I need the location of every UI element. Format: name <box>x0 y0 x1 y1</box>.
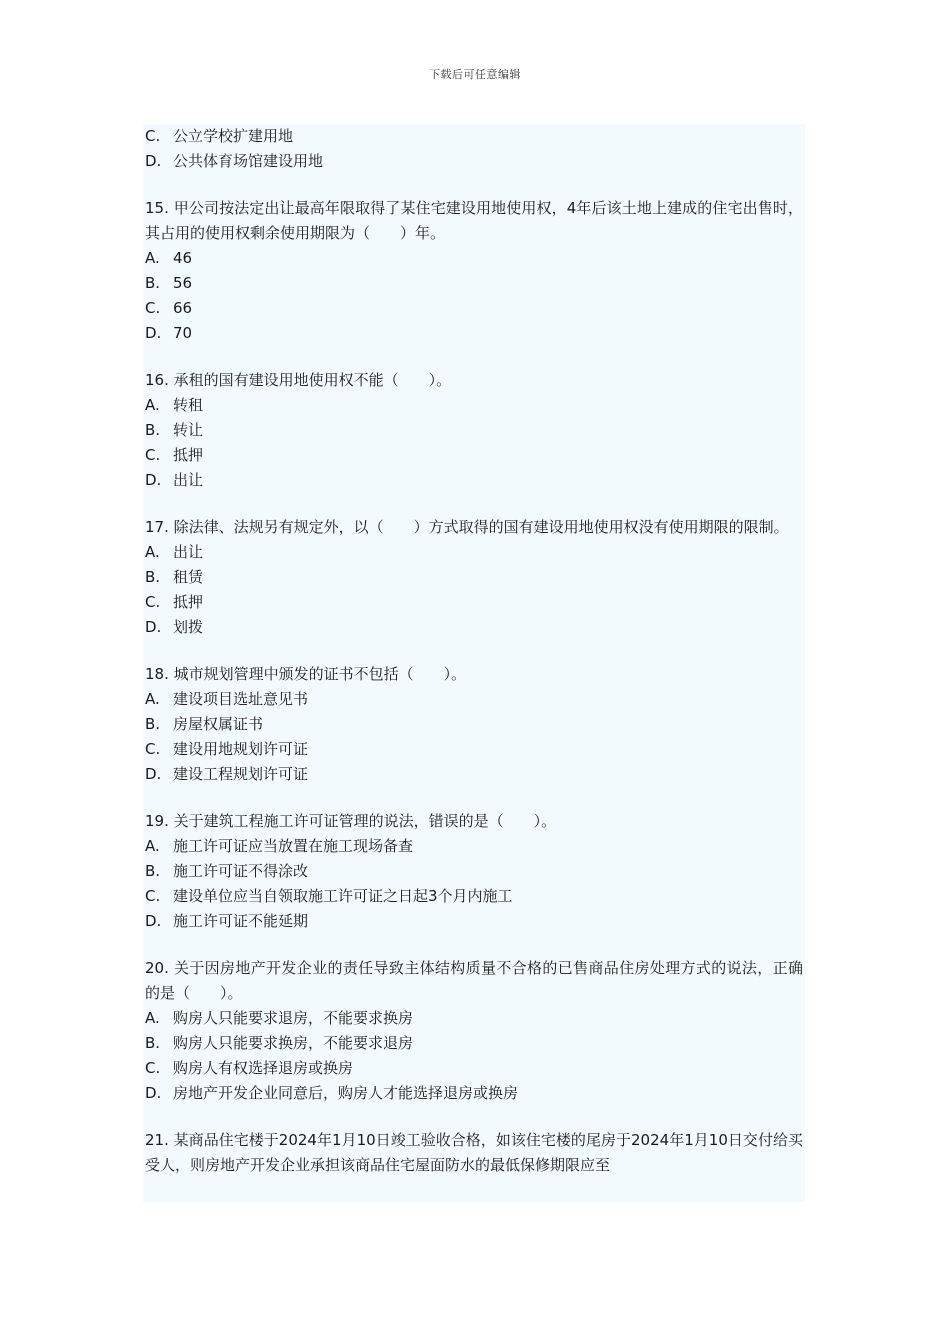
option-letter: B. <box>145 421 161 439</box>
option-text: 施工许可证不得涂改 <box>173 862 309 880</box>
option-text: 转租 <box>173 396 204 414</box>
option-line <box>145 712 803 737</box>
page-header: 下载后可任意编辑 <box>429 68 521 81</box>
option-line <box>145 149 803 174</box>
option-line <box>145 834 803 859</box>
option-letter: C. <box>145 299 161 317</box>
option-text: 70 <box>173 324 193 342</box>
question-21 <box>145 1128 803 1178</box>
option-letter: A. <box>145 837 160 855</box>
question-number: 19. <box>145 812 169 830</box>
option-line <box>145 468 803 493</box>
option-text: 46 <box>173 249 193 267</box>
option-text: 出让 <box>173 471 204 489</box>
option-letter: C. <box>145 446 161 464</box>
question-text: 承租的国有建设用地使用权不能（ ）。 <box>173 371 452 389</box>
option-letter: D. <box>145 765 162 783</box>
option-line <box>145 443 803 468</box>
option-letter: C. <box>145 887 161 905</box>
option-text: 租赁 <box>173 568 204 586</box>
option-line <box>145 321 803 346</box>
question-text: 除法律、法规另有规定外，以（ ）方式取得的国有建设用地使用权没有使用期限的限制。 <box>173 518 789 536</box>
option-text: 转让 <box>173 421 204 439</box>
option-letter: D. <box>145 324 162 342</box>
option-line <box>145 124 803 149</box>
option-text: 购房人只能要求换房，不能要求退房 <box>173 1034 414 1052</box>
option-text: 建设项目选址意见书 <box>173 690 309 708</box>
option-line <box>145 884 803 909</box>
option-letter: B. <box>145 568 161 586</box>
question-number: 21. <box>145 1131 169 1149</box>
option-letter: B. <box>145 1034 161 1052</box>
option-text: 建设用地规划许可证 <box>173 740 309 758</box>
question-stem <box>145 368 803 393</box>
option-line <box>145 418 803 443</box>
question-15 <box>145 196 803 346</box>
question-stem <box>145 662 803 687</box>
question-stem <box>145 956 803 1006</box>
question-number: 20. <box>145 959 169 977</box>
option-line <box>145 615 803 640</box>
question-stem <box>145 515 803 540</box>
option-text: 公共体育场馆建设用地 <box>173 152 324 170</box>
option-text: 购房人只能要求退房，不能要求换房 <box>173 1009 414 1027</box>
option-line <box>145 859 803 884</box>
option-text: 抵押 <box>173 446 204 464</box>
question-18 <box>145 662 803 787</box>
option-line <box>145 1056 803 1081</box>
question-16 <box>145 368 803 493</box>
option-line <box>145 565 803 590</box>
option-line <box>145 540 803 565</box>
option-letter: D. <box>145 152 162 170</box>
option-letter: D. <box>145 471 162 489</box>
option-line <box>145 1006 803 1031</box>
option-line <box>145 737 803 762</box>
question-stem <box>145 196 803 246</box>
option-line <box>145 590 803 615</box>
option-text: 抵押 <box>173 593 204 611</box>
question-text: 某商品住宅楼于2024年1月10日竣工验收合格，如该住宅楼的尾房于2024年1月10日交付给买受人，则房地产开发企业承担该商品住宅屋面防水的最低保修期限应至 <box>145 1131 803 1174</box>
option-text: 划拨 <box>173 618 204 636</box>
option-text: 房地产开发企业同意后，购房人才能选择退房或换房 <box>173 1084 519 1102</box>
continuation-options <box>145 124 803 174</box>
question-number: 15. <box>145 199 169 217</box>
option-letter: D. <box>145 1084 162 1102</box>
document-body <box>143 124 805 1202</box>
option-text: 施工许可证不能延期 <box>173 912 309 930</box>
option-letter: C. <box>145 1059 161 1077</box>
option-line <box>145 762 803 787</box>
option-text: 出让 <box>173 543 204 561</box>
option-line <box>145 393 803 418</box>
option-letter: C. <box>145 593 161 611</box>
option-letter: B. <box>145 862 161 880</box>
option-text: 公立学校扩建用地 <box>173 127 294 145</box>
option-letter: A. <box>145 690 160 708</box>
option-line <box>145 909 803 934</box>
question-text: 城市规划管理中颁发的证书不包括（ ）。 <box>173 665 467 683</box>
question-text: 甲公司按法定出让最高年限取得了某住宅建设用地使用权，4年后该土地上建成的住宅出售时，其占用的使用权剩余使用期限为（ ）年。 <box>145 199 803 242</box>
question-17 <box>145 515 803 640</box>
option-text: 66 <box>173 299 193 317</box>
option-line <box>145 296 803 321</box>
question-list <box>143 124 805 1178</box>
option-text: 房屋权属证书 <box>173 715 264 733</box>
question-19 <box>145 809 803 934</box>
question-number: 16. <box>145 371 169 389</box>
question-stem <box>145 1128 803 1178</box>
option-line <box>145 687 803 712</box>
question-number: 17. <box>145 518 169 536</box>
option-text: 56 <box>173 274 193 292</box>
question-number: 18. <box>145 665 169 683</box>
question-stem <box>145 809 803 834</box>
option-letter: D. <box>145 912 162 930</box>
option-letter: A. <box>145 396 160 414</box>
option-line <box>145 1031 803 1056</box>
option-text: 建设工程规划许可证 <box>173 765 309 783</box>
question-text: 关于因房地产开发企业的责任导致主体结构质量不合格的已售商品住房处理方式的说法，正确的是（ ）。 <box>145 959 803 1002</box>
option-letter: C. <box>145 127 161 145</box>
option-line <box>145 1081 803 1106</box>
option-letter: A. <box>145 249 160 267</box>
option-letter: B. <box>145 715 161 733</box>
option-line <box>145 271 803 296</box>
option-letter: C. <box>145 740 161 758</box>
option-text: 购房人有权选择退房或换房 <box>173 1059 354 1077</box>
option-letter: A. <box>145 543 160 561</box>
option-letter: B. <box>145 274 161 292</box>
option-letter: A. <box>145 1009 160 1027</box>
option-letter: D. <box>145 618 162 636</box>
question-text: 关于建筑工程施工许可证管理的说法，错误的是（ ）。 <box>173 812 557 830</box>
option-line <box>145 246 803 271</box>
option-text: 施工许可证应当放置在施工现场备查 <box>173 837 414 855</box>
question-20 <box>145 956 803 1106</box>
option-text: 建设单位应当自领取施工许可证之日起3个月内施工 <box>173 887 513 905</box>
